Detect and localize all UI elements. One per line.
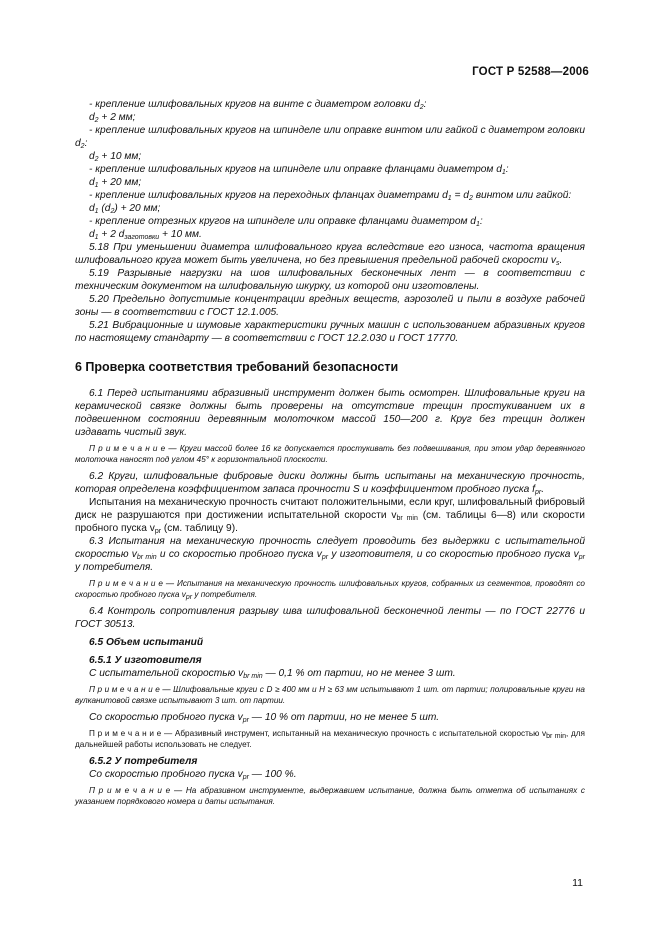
- standard-code-header: ГОСТ Р 52588—2006: [472, 66, 589, 78]
- list-item: - крепление шлифовальных кругов на шпинделе или оправке фланцами диаметром $d_1$:: [89, 164, 509, 176]
- clause-6-3: 6.3 Испытания на механическую прочность следует проводить без выдержки с испытательной скоростью $v_{br min}$ и со скоростью пробного пуска $v_{pr}$ у изготовителя, и со скоростью пробного пуска $v_{pr}$ у потребителя.: [75, 536, 585, 573]
- formula-line: $d_1 + 20$ мм;: [89, 177, 142, 189]
- note-6-3: П р и м е ч а н и е — Испытания на механическую прочность шлифовальных кругов, собранных из сегментов, проводят со скоростью пробного пуска $v_{pr}$ у потребителя.: [75, 579, 585, 601]
- clause-6-5-1-text: С испытательной скоростью $v_{br min}$ — 0,1 % от партии, но не менее 3 шт.: [89, 668, 456, 680]
- section-6-heading: 6 Проверка соответствия требований безопасности: [75, 360, 399, 374]
- formula-line: $d_1$ $(d_2) + 20$ мм;: [89, 203, 161, 215]
- clause-5-20: 5.20 Предельно допустимые концентрации вредных веществ, аэрозолей и пыли в воздухе рабочей зоны — в соответствии с ГОСТ 12.1.005.: [75, 294, 585, 318]
- clause-5-19: 5.19 Разрывные нагрузки на шов шлифовальных бесконечных лент — в соответствии с техническим документом на шлифовальную шкурку, из которой они изготовлены.: [75, 268, 585, 292]
- clause-6-5-1-heading: 6.5.1 У изготовителя: [89, 655, 202, 666]
- clause-6-5-heading: 6.5 Объем испытаний: [89, 637, 204, 648]
- note-6-5-1-b: П р и м е ч а н и е — Абразивный инструмент, испытанный на механическую прочность с испытательной скоростью $v_{br min}$, для дальнейшей работы использовать не следует.: [75, 729, 585, 749]
- formula-line: $d_2 + 10$ мм;: [89, 151, 142, 163]
- clause-5-18: 5.18 При уменьшении диаметра шлифовального круга вследствие его износа, частота вращения шлифовального круга может быть увеличена, но без превышения предельной рабочей скорости $v_s$.: [75, 242, 585, 267]
- note-6-1: П р и м е ч а н и е — Круги массой более 16 кг допускается простукивать без подвешивания, при этом удар деревянного молоточка наносят под углом 45° к горизонтальной плоскости.: [75, 444, 586, 464]
- list-item: - крепление отрезных кругов на шпинделе или оправке фланцами диаметром $d_1$:: [89, 216, 483, 228]
- clause-6-5-2-text: Со скоростью пробного пуска $v_{pr}$ — 100 %.: [89, 769, 297, 781]
- list-item: - крепление шлифовальных кругов на шпинделе или оправке винтом или гайкой с диаметром головки $d_2$:: [75, 125, 585, 150]
- clause-5-21: 5.21 Вибрационные и шумовые характеристики ручных машин с использованием абразивных кругов по настоящему стандарту — в соответствии с ГОСТ 12.2.030 и ГОСТ 17770.: [75, 320, 585, 344]
- page-number: 11: [572, 877, 583, 889]
- list-item: - крепление шлифовальных кругов на винте с диаметром головки $d_2$:: [89, 99, 427, 111]
- note-6-5-2: П р и м е ч а н и е — На абразивном инструменте, выдержавшем испытание, должна быть отметка об испытаниях с указанием порядкового номера и даты испытания.: [75, 786, 585, 806]
- formula-line: $d_2 + 2$ мм;: [89, 112, 136, 124]
- clause-6-5-2-heading: 6.5.2 У потребителя: [89, 756, 198, 767]
- note-6-5-1-a: П р и м е ч а н и е — Шлифовальные круги с D ≥ 400 мм и H ≥ 63 мм испытывают 1 шт. от партии; полировальные круги на вулканитовой связке испытывают 3 шт. от партии.: [75, 685, 585, 705]
- clause-6-2-text: Испытания на механическую прочность считают положительными, если круг, шлифовальный фибровый диск не разрушаются при достижении испытательной скорости $v_{br min}$ (см. таблицы 6—8) или скорости пробного пуска $v_{pr}$ (см. таблицу 9).: [75, 497, 585, 535]
- clause-6-1: 6.1 Перед испытаниями абразивный инструмент должен быть осмотрен. Шлифовальные круги на керамической связке должны быть проверены на отсутствие трещин простукиванием их в подвешенном состоянии деревянным молоточком массой 150—200 г. Круг без трещин должен издавать чистый звук.: [75, 388, 585, 438]
- formula-line: $d_1 + 2$ $d_{заготовки} + 10$ мм.: [89, 229, 202, 241]
- document-body: [75, 98, 585, 812]
- clause-6-5-1-text-2: Со скоростью пробного пуска $v_{pr}$ — 10 % от партии, но не менее 5 шт.: [89, 712, 440, 724]
- clause-6-2: 6.2 Круги, шлифовальные фибровые диски должны быть испытаны на механическую прочность, которая определена коэффициентом запаса прочности S и коэффициентом пробного пуска $f_{pr}$.: [75, 471, 585, 496]
- clause-6-4: 6.4 Контроль сопротивления разрыву шва шлифовальной бесконечной ленты — по ГОСТ 22776 и ГОСТ 30513.: [75, 606, 585, 630]
- list-item: - крепление шлифовальных кругов на переходных фланцах диаметрами $d_1 = d_2$ винтом или гайкой:: [89, 190, 572, 202]
